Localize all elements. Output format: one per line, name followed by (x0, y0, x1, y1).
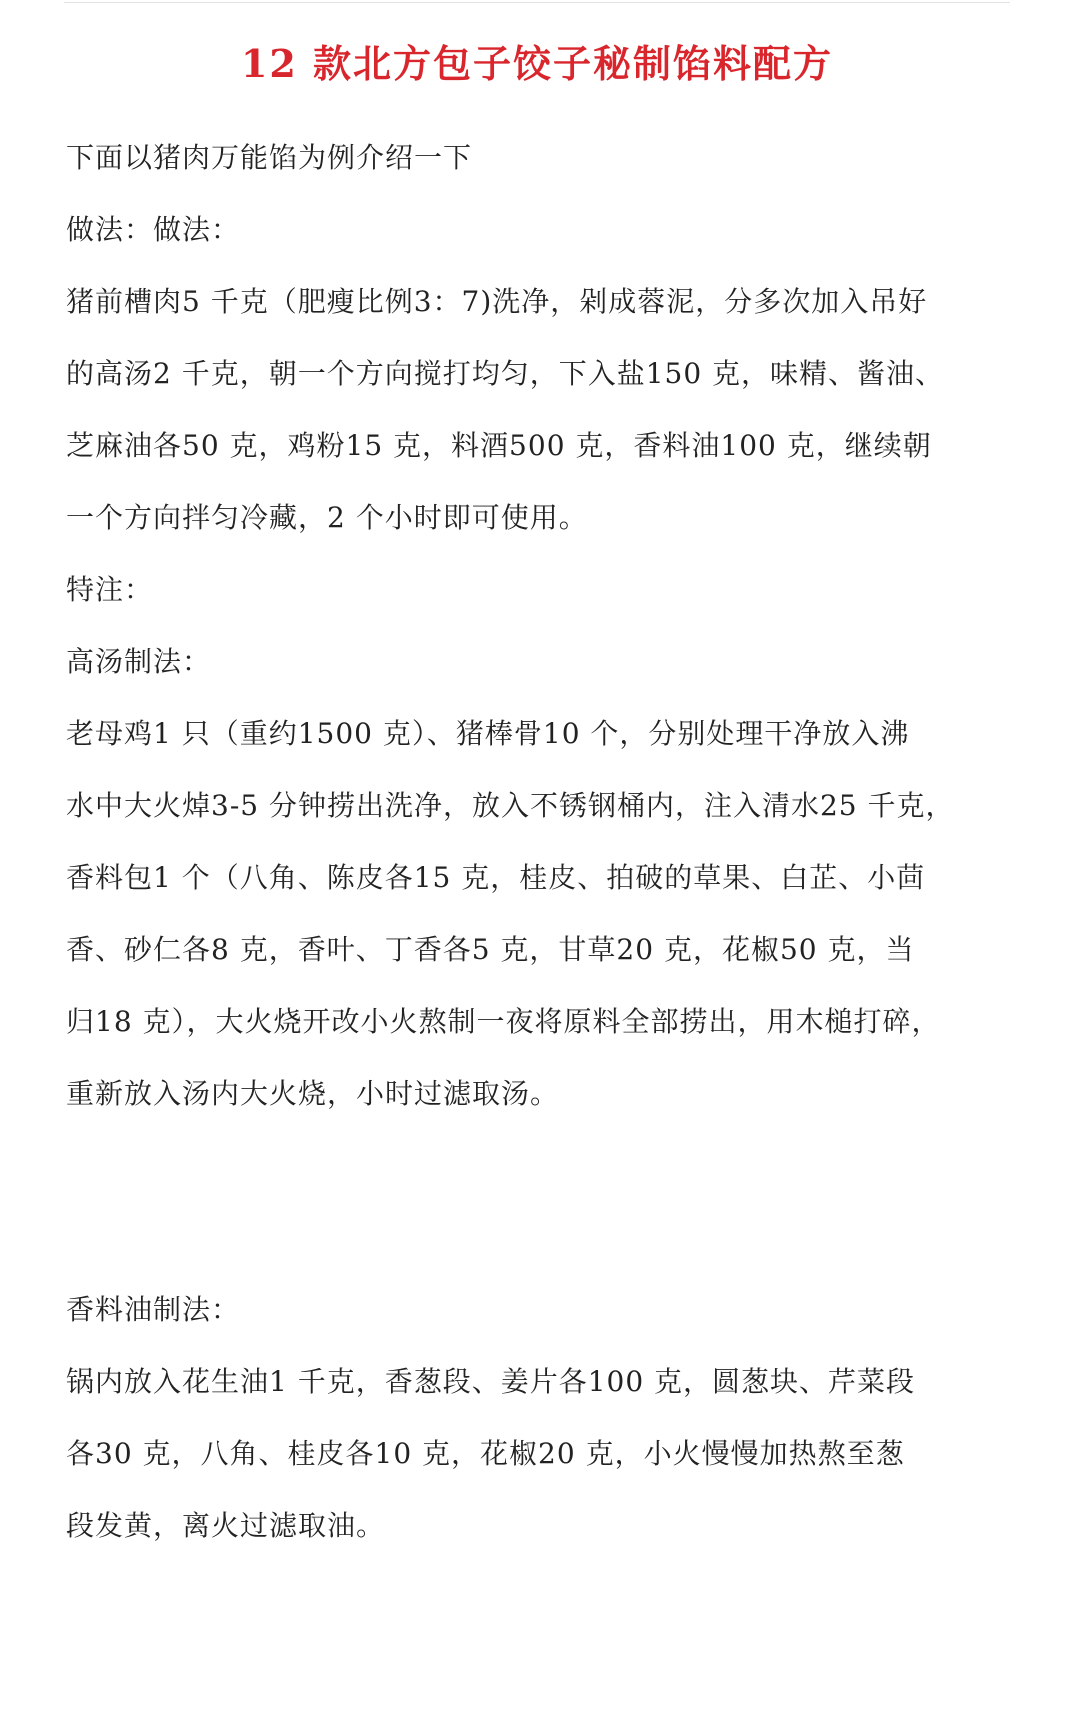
oil-line: 锅内放入花生油1 千克，香葱段、姜片各100 克，圆葱块、芹菜段 (66, 1365, 916, 1398)
stock-heading: 高汤制法： (66, 645, 212, 678)
method-line: 猪前槽肉5 千克（肥瘦比例3：7)洗净，剁成蓉泥，分多次加入吊好 (66, 285, 928, 318)
stock-line: 香料包1 个（八角、陈皮各15 克，桂皮、拍破的草果、白芷、小茴 (66, 861, 926, 894)
stock-line: 老母鸡1 只（重约1500 克）、猪棒骨10 个，分别处理干净放入沸 (66, 717, 910, 750)
stock-line: 水中大火焯3-5 分钟捞出洗净，放入不锈钢桶内，注入清水25 千克， (66, 789, 955, 822)
stock-line: 归18 克），大火烧开改小火熬制一夜将原料全部捞出，用木槌打碎， (66, 1005, 941, 1038)
oil-line: 各30 克，八角、桂皮各10 克，花椒20 克，小火慢慢加热熬至葱 (66, 1437, 905, 1470)
oil-line: 段发黄，离火过滤取油。 (66, 1509, 386, 1542)
method-heading: 做法：做法： (66, 213, 241, 246)
oil-heading: 香料油制法： (66, 1293, 241, 1326)
method-line: 芝麻油各50 克，鸡粉15 克，料酒500 克，香料油100 克，继续朝 (66, 429, 932, 462)
stock-line: 重新放入汤内大火烧，小时过滤取汤。 (66, 1077, 560, 1110)
method-line: 一个方向拌匀冷藏，2 个小时即可使用。 (66, 501, 588, 534)
stock-line: 香、砂仁各8 克，香叶、丁香各5 克，甘草20 克，花椒50 克，当 (66, 933, 915, 966)
recipe-document (66, 0, 1036, 1562)
page-title: 12 款北方包子饺子秘制馅料配方 (240, 41, 834, 86)
note-heading: 特注： (66, 573, 154, 606)
method-line: 的高汤2 千克，朝一个方向搅打均匀，下入盐150 克，味精、酱油、 (66, 357, 945, 390)
intro-text: 下面以猪肉万能馅为例介绍一下 (66, 141, 473, 174)
section-spacer (66, 1130, 1036, 1274)
